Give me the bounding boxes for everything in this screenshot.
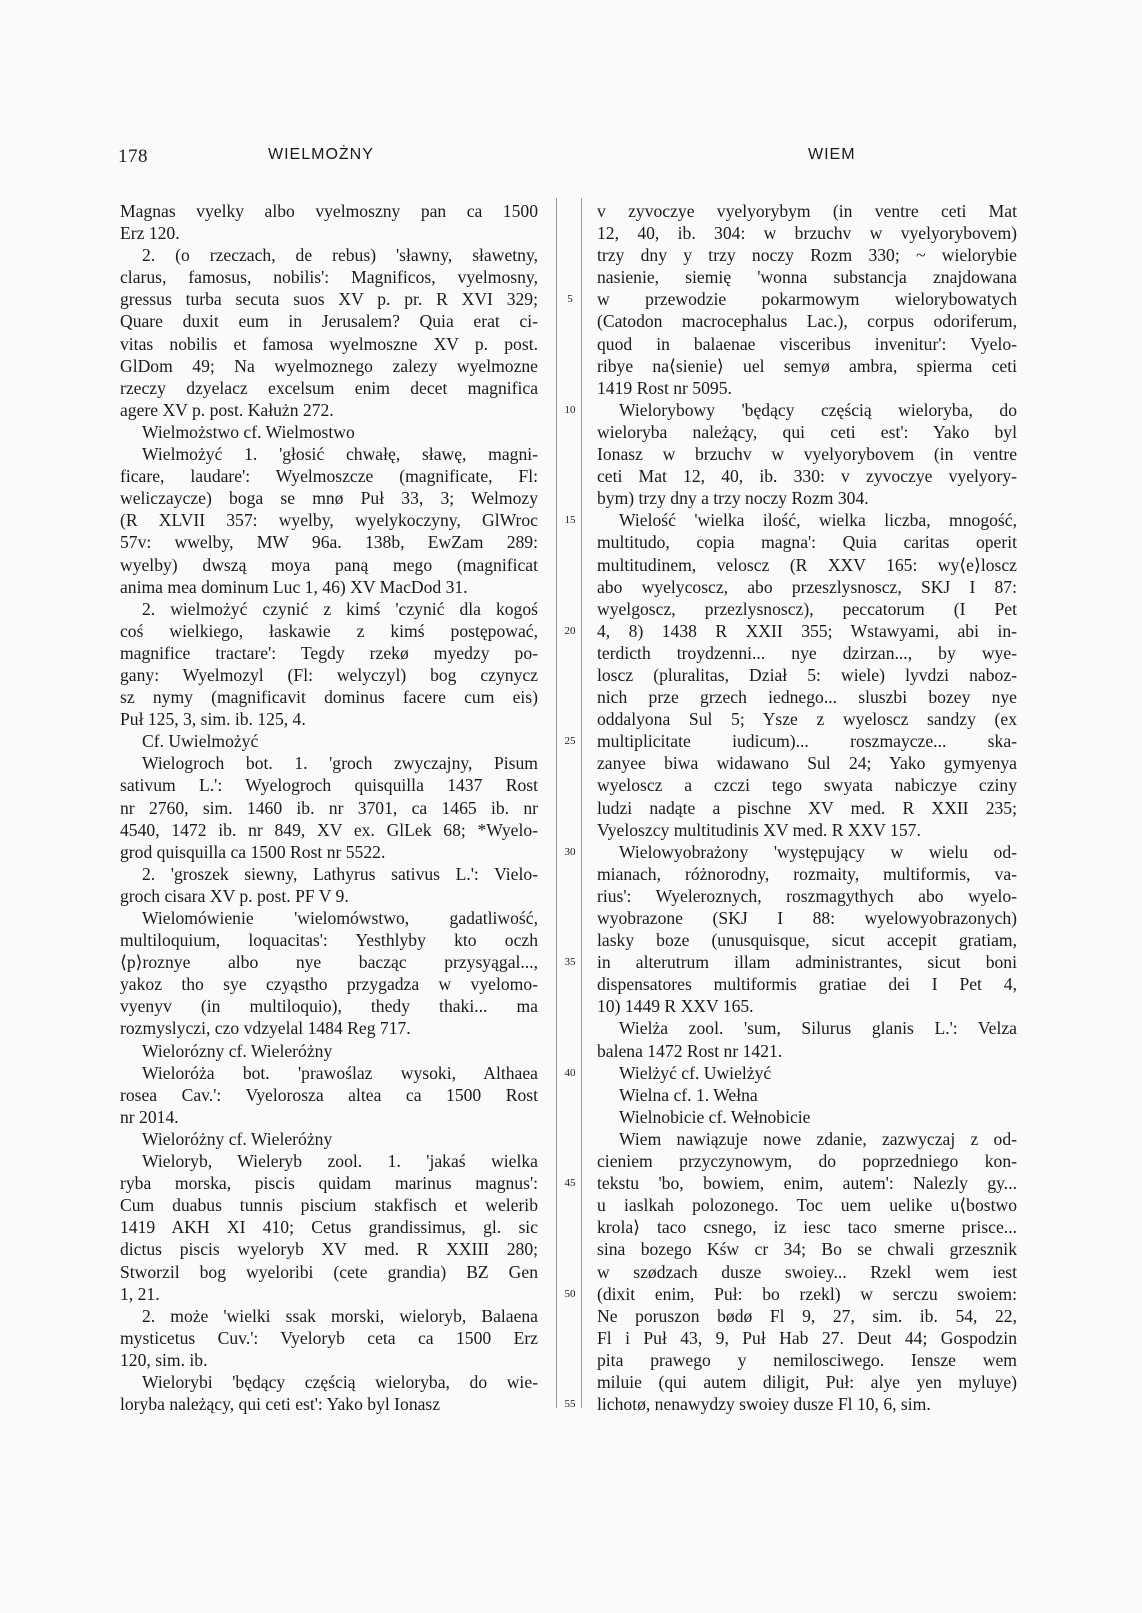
right-column-line: ceti Mat 12, 40, ib. 330: v zyvoczye vyelyory- — [597, 466, 1017, 487]
right-column-line: in alterutrum illam administrantes, sicut boni — [597, 952, 1017, 973]
left-column-line: Stworzil bog wyeloribi (cete grandia) BZ Gen — [120, 1261, 538, 1282]
left-column-line: gany: Wyelmozyl (Fl: welyczyl) bog czynycz — [120, 664, 538, 685]
right-column-line: Ne poruszon bødø Fl 9, 27, sim. ib. 54, 22, — [597, 1305, 1017, 1326]
right-column-line: tekstu 'bo, bowiem, enim, autem': Nalezly gy... — [597, 1173, 1017, 1194]
right-column-line: wieloryba należący, qui ceti est': Yako byl — [597, 421, 1017, 442]
right-column-line: Wielowyobrażony 'występujący w wielu od- — [619, 841, 1017, 862]
right-column-line: wyeloscz a czczi tego swyata nabiczye cziny — [597, 775, 1017, 796]
right-column-line: ribye na⟨sienie⟩ uel semyø ambra, spierma ceti — [597, 355, 1017, 376]
left-column-line: Wielmożstwo cf. Wielmostwo — [142, 421, 355, 442]
right-column — [597, 200, 1017, 1415]
left-column-line: Wielomówienie 'wielomówstwo, gadatliwość, — [142, 908, 538, 928]
right-column-line: rius': Wyeleroznych, roszmagythych abo wyelo- — [597, 885, 1017, 906]
left-column-line: sativum L.': Wyelogroch quisquilla 1437 Rost — [120, 775, 538, 796]
right-column-line: multitudo, copia magna': Quia caritas operit — [597, 532, 1017, 553]
right-column-line: cieniem przyczynowym, do poprzedniego kon- — [597, 1151, 1017, 1172]
right-column-line: nich prze grzech iednego... sluszbi bozey nye — [597, 687, 1017, 708]
right-column-line: abo wyelycoscz, abo przeszlysnoscz, SKJ I 87: — [597, 576, 1017, 597]
right-column-line: trzy dny y trzy noczy Rozm 330; ~ wielorybie — [597, 245, 1017, 266]
left-column-line: agere XV p. post. Kałużn 272. — [120, 399, 334, 420]
right-column-line: oddalyona Sul 5; Ysze z wyeloscz sandzy (ex — [597, 709, 1017, 730]
left-column-line: Cf. Uwielmożyć — [142, 731, 259, 752]
left-column-rule — [556, 198, 557, 1408]
left-column-line: 2. może 'wielki ssak morski, wieloryb, Balaena — [142, 1305, 538, 1326]
left-column-line: 1, 21. — [120, 1283, 160, 1304]
right-column-line: v zyvoczye vyelyorybym (in ventre ceti Mat — [597, 201, 1017, 221]
left-column-line: gressus turba secuta suos XV p. pr. R XVI 329; — [120, 289, 538, 310]
left-column-line: (R XLVII 357: wyelby, wyelykoczyny, GlWroc — [120, 510, 538, 531]
left-column-line: rozmyslyczi, czo vdzyelal 1484 Reg 717. — [120, 1018, 411, 1039]
left-column-line: vyenyv (in multiloquio), thedy thaki... ma — [120, 996, 538, 1017]
left-column-line: 120, sim. ib. — [120, 1349, 208, 1370]
left-column-line: weliczaycze) boga se mnø Puł 33, 3; Welmozy — [120, 488, 538, 509]
left-column-line: 57v: wwelby, MW 96a. 138b, EwZam 289: — [120, 532, 538, 553]
right-column-line: Wielość 'wielka ilość, wielka liczba, mnogość, — [619, 510, 1017, 531]
left-column-line: sz nymy (magnificavit dominus facere cum eis) — [120, 687, 538, 708]
right-column-line: lichotø, nenawydzy swoiey dusze Fl 10, 6, sim. — [597, 1394, 931, 1415]
right-column-line: 4, 8) 1438 R XXII 355; Wstawyami, abi in- — [597, 620, 1017, 641]
right-column-line: 12, 40, ib. 304: w brzuchv w vyelyorybovem) — [597, 223, 1017, 244]
right-column-line: Ionasz w brzuchv w vyelyorybovem (in ventre — [597, 444, 1017, 465]
left-column-line: Wielorybi 'będący częścią wieloryba, do wie- — [142, 1371, 538, 1392]
right-column-line: multiplicitate iudicum)... roszmaycze... ska- — [597, 731, 1017, 752]
right-column-line: Wielnobicie cf. Wełnobicie — [619, 1106, 811, 1127]
right-column-line: pita prawego y nemilosciwego. Iensze wem — [597, 1349, 1017, 1370]
right-column-line: w przewodzie pokarmowym wielorybowatych — [597, 289, 1017, 310]
line-number: 10 — [564, 403, 576, 416]
left-column-line: loryba należący, qui ceti est': Yako byl Ionasz — [120, 1394, 441, 1415]
left-column-line: Wielmożyć 1. 'głosić chwałę, sławę, magni- — [142, 444, 538, 465]
right-column-line: (dixit enim, Puł: bo rzekl) w serczu swoiem: — [597, 1283, 1017, 1304]
right-column-line: loscz (pluralitas, Dział 5: wiele) lyvdzi naboz- — [597, 664, 1017, 685]
left-column-line: clarus, famosus, nobilis': Magnificos, vyelmosny, — [120, 267, 538, 288]
left-column-line: dictus piscis wyeloryb XV med. R XXIII 280; — [120, 1239, 538, 1260]
right-column-line: Wielżyć cf. Uwielżyć — [619, 1062, 772, 1083]
line-number: 5 — [567, 293, 573, 306]
left-column-line: vitas nobilis et famosa wyelmoszne XV p. post. — [120, 333, 538, 354]
left-column-line: 1419 AKH XI 410; Cetus grandissimus, gl. sic — [120, 1217, 538, 1238]
right-column-line: ludzi nadąte a pischne XV med. R XXII 235; — [597, 797, 1017, 818]
right-column-line: terdicth troydzenni... nye dzirzan..., by wye- — [597, 642, 1017, 663]
right-column-line: lasky boze (unusquisque, sicut accepit gratiam, — [597, 930, 1017, 951]
right-column-line: Wielża zool. 'sum, Silurus glanis L.': Velza — [619, 1018, 1017, 1039]
left-column-line: Puł 125, 3, sim. ib. 125, 4. — [120, 709, 306, 730]
left-column-line: ficare, laudare': Wyelmoszcze (magnificate, Fl: — [120, 466, 538, 487]
line-number: 40 — [564, 1066, 576, 1079]
right-column-line: Wiem nawiązuje nowe zdanie, zazwyczaj z od- — [619, 1128, 1017, 1149]
left-column-line: ryba morska, piscis quidam marinus magnus': — [120, 1173, 538, 1194]
right-column-line: multitudinem, veloscz (R XXV 165: wy⟨e⟩loscz — [597, 554, 1017, 575]
left-column-line: nr 2760, sim. 1460 ib. nr 3701, ca 1465 ib. nr — [120, 797, 538, 818]
right-column-line: Wielna cf. 1. Wełna — [619, 1084, 758, 1105]
right-column-line: wyelgoscz, przezlysnoscz), peccatorum (I Pet — [597, 598, 1017, 619]
right-column-line: nasienie, siemię 'wonna substancja znajdowana — [597, 267, 1017, 288]
left-column-line: multiloquium, loquacitas': Yesthlyby kto oczh — [120, 930, 538, 951]
right-column-line: krola⟩ taco csnego, iz iesc taco smerne prisce... — [597, 1217, 1017, 1238]
line-number: 20 — [564, 624, 576, 637]
right-column-line: Fl i Puł 43, 9, Puł Hab 27. Deut 44; Gospodzin — [597, 1327, 1017, 1348]
left-column-line: rosea Cav.': Vyelorosza altea ca 1500 Rost — [120, 1084, 538, 1105]
left-column-line: Quare duxit eum in Jerusalem? Quia erat ci- — [120, 311, 538, 332]
left-column-line: Wielogroch bot. 1. 'groch zwyczajny, Pisum — [142, 753, 538, 774]
left-column-line: 2. (o rzeczach, de rebus) 'sławny, sławetny, — [142, 245, 538, 266]
line-number: 15 — [564, 514, 576, 527]
right-column-line: miluie (qui autem diligit, Puł: alye yen myluye) — [597, 1371, 1017, 1392]
left-column-line: ⟨p⟩roznye albo nye bacząc przysyągal..., — [120, 952, 538, 973]
right-column-line: balena 1472 Rost nr 1421. — [597, 1040, 783, 1061]
left-column-line: Wielorózny cf. Wieleróżny — [142, 1040, 333, 1061]
line-number: 35 — [564, 956, 576, 969]
left-column-line: Magnas vyelky albo vyelmoszny pan ca 1500 — [120, 201, 538, 221]
line-number: 55 — [564, 1398, 576, 1411]
right-column-line: 1419 Rost nr 5095. — [597, 377, 732, 398]
left-column-line: magnifice tractare': Tegdy rzekø myedzy po- — [120, 642, 538, 663]
left-column-line: Wieloryb, Wieleryb zool. 1. 'jakaś wielka — [142, 1151, 538, 1172]
left-column-line: yakoz tho sye czyąstho przygadza w vyelomo- — [120, 974, 538, 995]
right-column-line: Vyeloszcy multitudinis XV med. R XXV 157. — [597, 819, 921, 840]
line-number: 25 — [564, 735, 576, 748]
right-column-line: u iaslkah polozonego. Toc uem uelike u⟨bostwo — [597, 1195, 1017, 1216]
left-column-line: 2. wielmożyć czynić z kimś 'czynić dla kogoś — [142, 598, 538, 619]
left-column-line: rzeczy dzyelacz excelsum enim decet magnifica — [120, 377, 538, 398]
right-column-line: zanyee biwa widawano Sul 24; Yako gymyenya — [597, 753, 1017, 774]
left-column-line: Wieloróżny cf. Wieleróżny — [142, 1128, 333, 1149]
right-column-line: 10) 1449 R XXV 165. — [597, 996, 754, 1017]
left-column-line: Cum duabus tunnis piscium stakfisch et welerib — [120, 1195, 538, 1216]
left-column-line: wyelby) dwszą moya paną mego (magnificat — [120, 554, 538, 575]
left-column-line: 2. 'groszek siewny, Lathyrus sativus L.': Vielo- — [142, 863, 538, 884]
left-column-line: mysticetus Cuv.': Vyeloryb ceta ca 1500 Erz — [120, 1327, 538, 1348]
right-column-line: bym) trzy dny a trzy noczy Rozm 304. — [597, 488, 869, 509]
right-column-line: (Catodon macrocephalus Lac.), corpus odoriferum, — [597, 311, 1017, 332]
right-column-line: mianach, różnorodny, rozmaity, multiformis, va- — [597, 863, 1017, 884]
right-column-line: w szødzach dusze swoiey... Rzekl wem iest — [597, 1261, 1017, 1282]
right-column-rule — [581, 198, 582, 1408]
left-column-line: grod quisquilla ca 1500 Rost nr 5522. — [120, 841, 386, 862]
left-column-line: nr 2014. — [120, 1106, 179, 1127]
right-column-line: dispensatores multiformis gratiae dei I Pet 4, — [597, 974, 1017, 995]
right-running-head: WIEM — [808, 146, 856, 163]
right-column-line: sina bozego Kśw cr 34; Bo se chwali grzesznik — [597, 1239, 1017, 1260]
right-column-line: quod in balaenae visceribus invenitur': Vyelo- — [597, 333, 1017, 354]
left-column-line: GlDom 49; Na wyelmoznego zalezy wyelmozne — [120, 355, 538, 376]
right-column-line: wyobrazone (SKJ I 88: wyelowyobrazonych) — [597, 908, 1017, 928]
left-column-line: groch cisara XV p. post. PF V 9. — [120, 885, 349, 906]
line-number: 45 — [564, 1177, 576, 1190]
line-number: 30 — [564, 845, 576, 858]
left-column-line: 4540, 1472 ib. nr 849, XV ex. GlLek 68; *Wyelo- — [120, 819, 538, 840]
page-number: 178 — [118, 146, 148, 167]
left-column-line: coś wielkiego, łaskawie z kimś postępować, — [120, 620, 538, 641]
line-number: 50 — [564, 1287, 576, 1300]
left-running-head: WIELMOŻNY — [268, 146, 374, 163]
left-column-line: Wieloróża bot. 'prawoślaz wysoki, Althaea — [142, 1062, 538, 1083]
left-column — [120, 200, 538, 1415]
left-column-line: Erz 120. — [120, 223, 180, 244]
right-column-line: Wielorybowy 'będący częścią wieloryba, do — [619, 399, 1017, 420]
left-column-line: anima mea dominum Luc 1, 46) XV MacDod 31. — [120, 576, 468, 597]
